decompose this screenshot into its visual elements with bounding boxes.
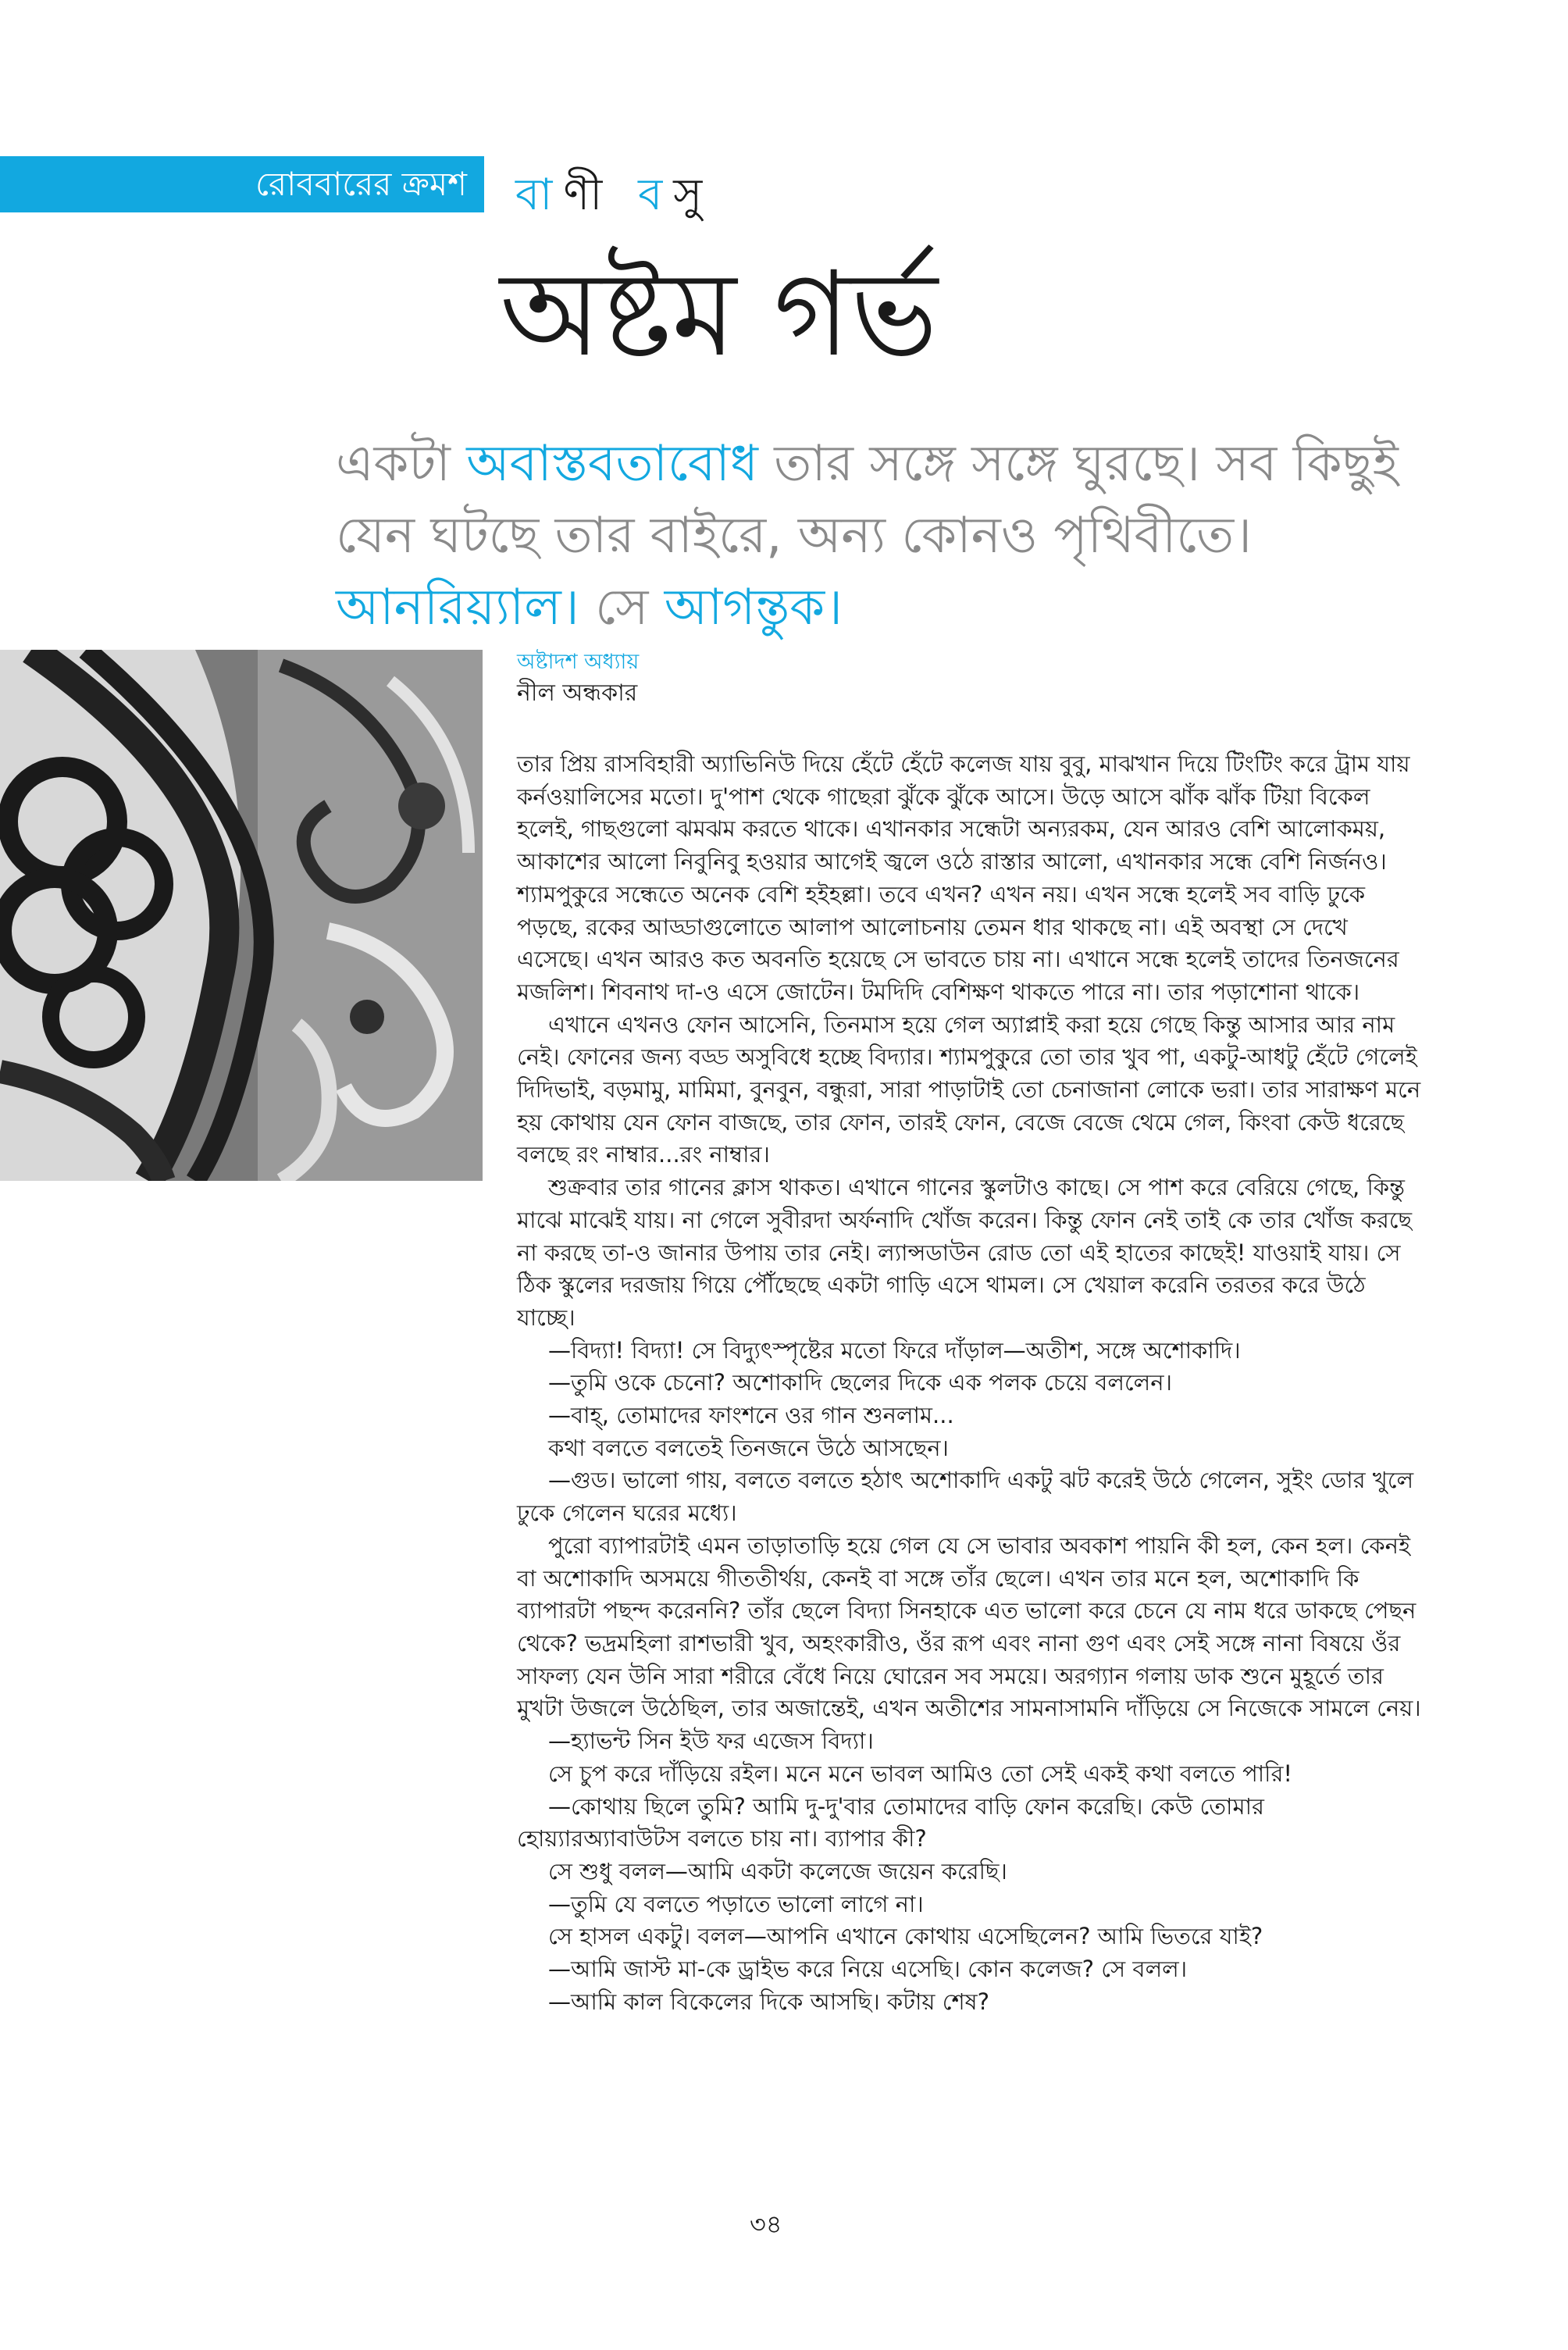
author-name <box>515 170 713 220</box>
pullquote-highlight-1: অবাস্তবতাবোধ <box>466 435 758 493</box>
body-paragraph: সে চুপ করে দাঁড়িয়ে রইল। মনে মনে ভাবল আমিও তো সেই একই কথা বলতে পারি! <box>548 1760 1293 1787</box>
pull-quote <box>336 428 1445 644</box>
author-part-4: সু <box>673 169 714 220</box>
body-paragraph: —কোথায় ছিলে তুমি? আমি দু-দু'বার তোমাদের বাড়ি ফোন করেছি। কেউ তোমার হোয়্যারঅ্যাবাউটস বলতে চায় না। ব্যাপার কী? <box>517 1792 1264 1853</box>
author-part-1: বা <box>515 169 564 220</box>
body-paragraph: —তুমি যে বলতে পড়াতে ভালো লাগে না। <box>548 1890 924 1917</box>
illustration-image <box>0 650 483 1181</box>
section-label: রোববারের ক্রমশ <box>255 165 467 203</box>
body-paragraph: শুক্রবার তার গানের ক্লাস থাকত। এখানে গানের স্কুলটাও কাছে। সে পাশ করে বেরিয়ে গেছে, কিন্তু মাঝে মাঝেই যায়। না গেলে সুবীরদা অর্ফনাদি খোঁজ করেন। কিন্তু ফোন নেই তাই কে তার খোঁজ করছে না করছে তা-ও জানার উপায় তার নেই। ল্যান্সডাউন রোড তো এই হাতের কাছেই! যাওয়াই যায়। সে ঠিক স্কুলের দরজায় গিয়ে পৌঁছেছে একটা গাড়ি এসে থামল। সে খেয়াল করেনি তরতর করে উঠে যাচ্ছে। <box>517 1174 1413 1331</box>
body-paragraph: পুরো ব্যাপারটাই এমন তাড়াতাড়ি হয়ে গেল যে সে ভাবার অবকাশ পায়নি কী হল, কেন হল। কেনই বা অশোকাদি অসময়ে গীততীর্থয়, কেনই বা সঙ্গে তাঁর ছেলে। এখন তার মনে হল, অশোকাদি কি ব্যাপারটা পছন্দ করেননি? তাঁর ছেলে বিদ্যা সিনহাকে এত ভালো করে চেনে যে নাম ধরে ডাকছে পেছন থেকে? ভদ্রমহিলা রাশভারী খুব, অহংকারীও, ওঁর রূপ এবং নানা গুণ এবং সেই সঙ্গে নানা বিষয়ে ওঁর সাফল্য যেন উনি সারা শরীরে বেঁধে নিয়ে ঘোরেন সব সময়ে। অরগ্যান গলায় ডাক শুনে মুহূর্তে তার মুখটা উজলে উঠেছিল, তার অজান্তেই, এখন অতীশের সামনাসামনি দাঁড়িয়ে সে নিজেকে সামলে নেয়। <box>517 1532 1421 1722</box>
pullquote-text-2: তার সঙ্গে সঙ্গে ঘুরছে। সব কিছুই যেন ঘটছে তার বাইরে, অন্য কোনও পৃথিবীতে। <box>336 435 1399 565</box>
author-part-3: ব <box>638 169 674 220</box>
pullquote-text-1: একটা <box>336 435 467 493</box>
body-paragraph: এখানে এখনও ফোন আসেনি, তিনমাস হয়ে গেল অ্যাপ্লাই করা হয়ে গেছে কিন্তু আসার আর নাম নেই। ফোনের জন্য বড্ড অসুবিধে হচ্ছে বিদ্যার। শ্যামপুকুরে তো তার খুব পা, একটু-আধটু হেঁটে গেলেই দিদিভাই, বড়মামু, মামিমা, বুনবুন, বন্ধুরা, সারা পাড়াটাই তো চেনাজানা লোকে ভরা। তার সারাক্ষণ মনে হয় কোথায় যেন ফোন বাজছে, তার ফোন, তারই ফোন, বেজে বেজে থেমে গেল, কিংবা কেউ ধরেছে বলছে রং নাম্বার...রং নাম্বার। <box>517 1011 1421 1168</box>
body-paragraph: কথা বলতে বলতেই তিনজনে উঠে আসছেন। <box>548 1434 949 1461</box>
body-paragraph: —আমি কাল বিকেলের দিকে আসছি। কটায় শেষ? <box>548 1988 990 2015</box>
story-title: অষ্টম গর্ভ <box>500 247 938 383</box>
body-paragraph: —তুমি ওকে চেনো? অশোকাদি ছেলের দিকে এক পলক চেয়ে বললেন। <box>548 1369 1172 1396</box>
pullquote-text-3: সে <box>579 579 665 637</box>
section-banner <box>0 156 484 212</box>
article-body <box>517 748 1423 2018</box>
body-paragraph: —আমি জাস্ট মা-কে ড্রাইভ করে নিয়ে এসেছি। কোন কলেজ? সে বলল। <box>548 1956 1188 1983</box>
body-paragraph: —বাহ্, তোমাদের ফাংশনে ওর গান শুনলাম... <box>548 1402 954 1429</box>
chapter-number: অষ্টাদশ অধ্যায় <box>517 650 640 674</box>
author-part-2: ণী <box>563 169 639 220</box>
page-number: ৩৪ <box>750 2209 782 2239</box>
body-paragraph: সে হাসল একটু। বলল—আপনি এখানে কোথায় এসেছিলেন? আমি ভিতরে যাই? <box>548 1923 1263 1950</box>
body-paragraph: —বিদ্যা! বিদ্যা! সে বিদ্যুৎস্পৃষ্টের মতো ফিরে দাঁড়াল—অতীশ, সঙ্গে অশোকাদি। <box>548 1336 1241 1364</box>
body-paragraph: তার প্রিয় রাসবিহারী অ্যাভিনিউ দিয়ে হেঁটে হেঁটে কলেজ যায় বুবু, মাঝখান দিয়ে টিংটিং করে ট্রাম যায় কর্নওয়ালিসের মতো। দু'পাশ থেকে গাছেরা ঝুঁকে ঝুঁকে আসে। উড়ে আসে ঝাঁক ঝাঁক টিয়া বিকেল হলেই, গাছগুলো ঝমঝম করতে থাকে। এখানকার সন্ধেটা অন্যরকম, যেন আরও বেশি আলোকময়, আকাশের আলো নিবুনিবু হওয়ার আগেই জ্বলে ওঠে রাস্তার আলো, এখানকার সন্ধে বেশি নির্জনও। শ্যামপুকুরে সন্ধেতে অনেক বেশি হইহল্লা। তবে এখন? এখন নয়। এখন সন্ধে হলেই সব বাড়ি ঢুকে পড়ছে, রকের আড্ডাগুলোতে আলাপ আলোচনায় তেমন ধার থাকছে না। এই অবস্থা সে দেখে এসেছে। এখন আরও কত অবনতি হয়েছে সে ভাবতে চায় না। এখানে সন্ধে হলেই তাদের তিনজনের মজলিশ। শিবনাথ দা-ও এসে জোটেন। টমদিদি বেশিক্ষণ থাকতে পারে না। তার পড়াশোনা থাকে। <box>517 751 1410 1005</box>
body-paragraph: —গুড। ভালো গায়, বলতে বলতে হঠাৎ অশোকাদি একটু ঝট করেই উঠে গেলেন, সুইং ডোর খুলে ঢুকে গেলেন ঘরের মধ্যে। <box>517 1467 1414 1527</box>
pullquote-highlight-2: আনরিয়্যাল। <box>336 579 579 637</box>
pullquote-highlight-3: আগন্তুক। <box>664 579 843 637</box>
body-paragraph: সে শুধু বলল—আমি একটা কলেজে জয়েন করেছি। <box>548 1857 1007 1885</box>
chapter-title: নীল অন্ধকার <box>517 679 638 707</box>
illustration-artwork <box>0 650 483 1181</box>
body-paragraph: —হ্যাভন্ট সিন ইউ ফর এজেস বিদ্যা। <box>548 1728 874 1755</box>
